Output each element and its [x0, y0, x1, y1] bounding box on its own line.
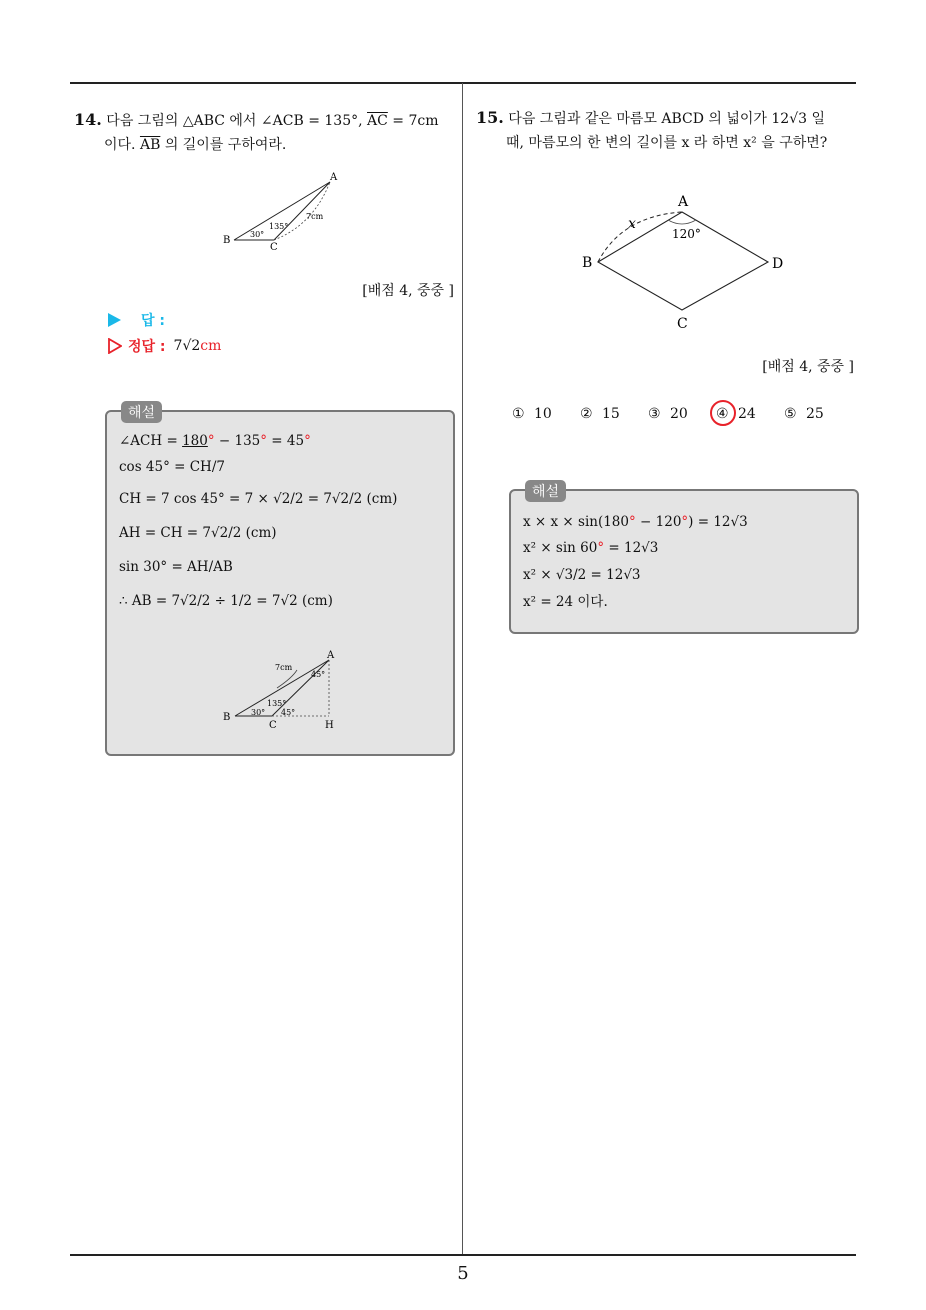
fig2-label-b: B: [223, 712, 231, 723]
fig2-side-label: 7cm: [275, 663, 293, 672]
fig1-angle-b: 30°: [250, 230, 265, 239]
q14-text-1-end: = 7cm: [392, 113, 439, 129]
choice-4[interactable]: [716, 406, 784, 422]
play-outline-icon: [108, 338, 122, 354]
q14-solution-box: [105, 405, 455, 756]
fig1-angle-c: 135°: [269, 222, 289, 231]
rhombus-label-x: x: [628, 216, 636, 232]
q15-number: 15.: [476, 108, 504, 127]
choice-3-mark: ③: [648, 406, 661, 422]
choice-1-value: 10: [534, 406, 552, 422]
choice-5-value: 25: [806, 406, 824, 422]
q15-solution-box: [509, 484, 859, 634]
q15-text-1: 다음 그림과 같은 마름모 ABCD 의 넓이가 12√3 일: [508, 111, 825, 127]
choice-5[interactable]: [784, 406, 852, 422]
fig2-angle-a: 45°: [311, 670, 326, 679]
q15-line1: [476, 106, 858, 131]
q14-text-1: 다음 그림의 △ABC 에서 ∠ACB = 135°,: [106, 113, 363, 129]
rhombus-label-a: A: [678, 194, 689, 210]
fig1-label-a: A: [330, 172, 338, 183]
q15-score: [배점 4, 중중 ]: [762, 359, 854, 375]
rhombus-angle-arc: [668, 220, 696, 224]
q14-seg-ab: $\overline{AB}$: [139, 137, 161, 153]
q14-correct-number: 7√2: [173, 338, 201, 354]
q14-number: 14.: [74, 110, 102, 129]
q15-choices: [512, 406, 852, 422]
q15-solution-lines: [523, 509, 748, 615]
question-14: [74, 108, 456, 157]
rhombus-label-d: D: [772, 256, 784, 272]
play-icon: [108, 313, 121, 327]
rhombus-label-c: C: [677, 316, 688, 332]
q14-sol-line1: ∠ACH = 180° − 135° = 45°: [119, 433, 311, 449]
q14-solution-tab: 해설: [121, 401, 162, 423]
q15-sol-line3: x² × √3/2 = 12√3: [523, 567, 641, 583]
q14-line1: [74, 108, 456, 133]
q14-correct-value: [174, 338, 222, 354]
column-divider: [462, 83, 463, 1255]
q14-sol-line2: cos 45° = CH/7: [119, 459, 225, 475]
rhombus-label-b: B: [582, 255, 593, 271]
q14-line2: [74, 133, 456, 157]
choice-2[interactable]: [580, 406, 648, 422]
q14-correct-label: 정답 :: [128, 339, 166, 355]
choice-4-value: 24: [738, 406, 756, 422]
q15-sol-line4: x² = 24 이다.: [523, 594, 608, 610]
q14-solution-lines: [119, 430, 397, 618]
q15-sol-line1: x × x × sin(180° − 120°) = 12√3: [523, 514, 748, 530]
choice-3-value: 20: [670, 406, 688, 422]
choice-1[interactable]: [512, 406, 580, 422]
q14-solution-figure: [217, 648, 347, 732]
q14-sol-line6: ∴ AB = 7√2/2 ÷ 1/2 = 7√2 (cm): [119, 593, 333, 609]
q14-correct-unit: cm: [200, 338, 222, 354]
choice-2-value: 15: [602, 406, 620, 422]
q14-text-2-end: 의 길이를 구하여라.: [164, 137, 287, 153]
fig1-label-b: B: [223, 235, 231, 246]
q14-figure: [218, 170, 342, 254]
rhombus-angle-label: 120°: [672, 227, 701, 241]
q14-sol-line3: CH = 7 cos 45° = 7 × √2/2 = 7√2/2 (cm): [119, 491, 398, 507]
q14-answer-row: [108, 308, 221, 332]
q14-correct-row: [108, 334, 221, 358]
q15-sol-line2: x² × sin 60° = 12√3: [523, 540, 659, 556]
question-15: [476, 106, 858, 155]
q14-seg-ac: $\overline{AC}$: [367, 113, 388, 129]
choice-2-mark: ②: [580, 406, 593, 422]
bottom-rule: [70, 1254, 856, 1256]
fig2-angle-c: 135°: [267, 699, 287, 708]
q14-sol-line5: sin 30° = AH/AB: [119, 559, 233, 575]
q15-line2: 때, 마름모의 한 변의 길이를 x 라 하면 x² 을 구하면?: [506, 135, 828, 151]
q14-answer-label: 답 :: [141, 313, 165, 329]
choice-1-mark: ①: [512, 406, 525, 422]
q14-answer-block: [108, 308, 221, 358]
q15-solution-tab: 해설: [525, 480, 566, 502]
choice-4-mark: ④: [716, 406, 729, 422]
fig2-label-h: H: [325, 720, 334, 731]
fig1-side-label: 7cm: [306, 212, 324, 221]
q14-score: [배점 4, 중중 ]: [362, 283, 454, 299]
fig2-angle-b: 30°: [251, 708, 266, 717]
top-rule: [70, 82, 856, 84]
choice-5-mark: ⑤: [784, 406, 797, 422]
q15-rhombus-figure: [572, 186, 802, 336]
fig1-label-c: C: [270, 242, 278, 253]
fig2-angle-c2: 45°: [281, 708, 296, 717]
fig2-label-c: C: [269, 720, 277, 731]
selected-circle-icon: [710, 400, 736, 426]
page-number: 5: [457, 1263, 469, 1284]
choice-3[interactable]: [648, 406, 716, 422]
fig2-label-a: A: [327, 650, 335, 661]
q14-text-2-start: 이다.: [104, 137, 136, 153]
q14-sol-line4: AH = CH = 7√2/2 (cm): [119, 525, 277, 541]
